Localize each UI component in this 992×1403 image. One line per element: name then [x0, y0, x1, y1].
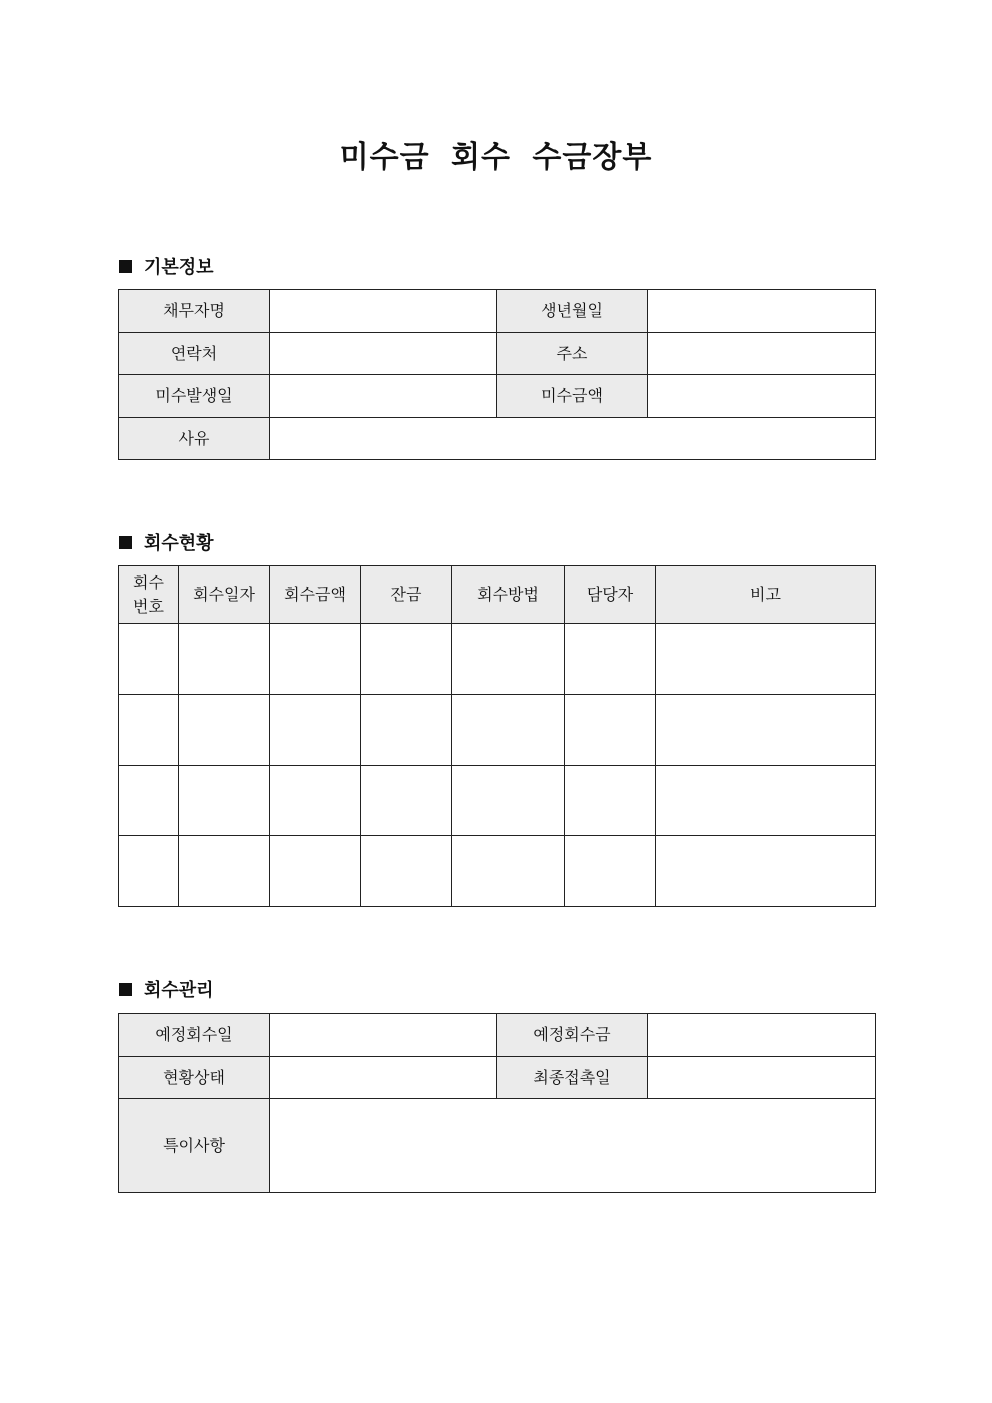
- row-cell[interactable]: [656, 766, 876, 836]
- row-cell[interactable]: [361, 624, 452, 695]
- section-management-heading: [119, 976, 214, 1002]
- address-field[interactable]: [648, 333, 876, 375]
- collection-management-table: [118, 1013, 876, 1193]
- last-contact-label: 최종접촉일: [497, 1057, 648, 1099]
- row-cell[interactable]: [452, 836, 565, 907]
- col-note-header: 비고: [656, 566, 876, 624]
- remarks-field[interactable]: [270, 1099, 876, 1193]
- col-number-header: [119, 566, 179, 624]
- row-cell[interactable]: [452, 695, 565, 766]
- unpaid-date-label: 미수발생일: [119, 375, 270, 418]
- row-cell[interactable]: [452, 766, 565, 836]
- row-cell[interactable]: [656, 624, 876, 695]
- contact-field[interactable]: [270, 333, 497, 375]
- remarks-label: 특이사항: [119, 1099, 270, 1193]
- row-cell[interactable]: [270, 695, 361, 766]
- row-cell[interactable]: [119, 836, 179, 907]
- col-manager-header: 담당자: [565, 566, 656, 624]
- row-cell[interactable]: [361, 836, 452, 907]
- table-row: [119, 836, 876, 907]
- row-cell[interactable]: [119, 766, 179, 836]
- current-status-label: 현황상태: [119, 1057, 270, 1099]
- unpaid-amount-field[interactable]: [648, 375, 876, 418]
- section-basic-title: 기본정보: [144, 257, 214, 278]
- row-cell[interactable]: [179, 695, 270, 766]
- unpaid-amount-label: 미수금액: [497, 375, 648, 418]
- section-management-title: 회수관리: [144, 980, 214, 1001]
- table-row: [119, 695, 876, 766]
- row-cell[interactable]: [452, 624, 565, 695]
- planned-date-label: 예정회수일: [119, 1014, 270, 1057]
- current-status-field[interactable]: [270, 1057, 497, 1099]
- planned-amount-field[interactable]: [648, 1014, 876, 1057]
- row-cell[interactable]: [270, 766, 361, 836]
- debtor-name-field[interactable]: [270, 290, 497, 333]
- col-method-header: 회수방법: [452, 566, 565, 624]
- section-status-title: 회수현황: [144, 533, 214, 554]
- row-cell[interactable]: [565, 624, 656, 695]
- row-cell[interactable]: [270, 624, 361, 695]
- row-cell[interactable]: [565, 836, 656, 907]
- section-status-heading: [119, 529, 214, 555]
- debtor-name-label: 채무자명: [119, 290, 270, 333]
- col-number-line1: 회수: [133, 572, 164, 592]
- last-contact-field[interactable]: [648, 1057, 876, 1099]
- planned-amount-label: 예정회수금: [497, 1014, 648, 1057]
- contact-label: 연락처: [119, 333, 270, 375]
- document-title: 미수금 회수 수금장부: [339, 140, 653, 175]
- collection-status-table: [118, 565, 876, 907]
- row-cell[interactable]: [179, 624, 270, 695]
- row-cell[interactable]: [119, 695, 179, 766]
- row-cell[interactable]: [656, 836, 876, 907]
- table-row: [119, 624, 876, 695]
- row-cell[interactable]: [179, 766, 270, 836]
- unpaid-date-field[interactable]: [270, 375, 497, 418]
- col-amount-header: 회수금액: [270, 566, 361, 624]
- row-cell[interactable]: [656, 695, 876, 766]
- col-number-line2: 번호: [133, 596, 164, 616]
- birth-date-field[interactable]: [648, 290, 876, 333]
- basic-info-table: [118, 289, 876, 460]
- row-cell[interactable]: [270, 836, 361, 907]
- row-cell[interactable]: [361, 695, 452, 766]
- row-cell[interactable]: [565, 766, 656, 836]
- reason-field[interactable]: [270, 418, 876, 460]
- square-bullet-icon: [119, 536, 132, 549]
- reason-label: 사유: [119, 418, 270, 460]
- table-row: [119, 766, 876, 836]
- birth-date-label: 생년월일: [497, 290, 648, 333]
- square-bullet-icon: [119, 260, 132, 273]
- address-label: 주소: [497, 333, 648, 375]
- col-date-header: 회수일자: [179, 566, 270, 624]
- row-cell[interactable]: [179, 836, 270, 907]
- row-cell[interactable]: [361, 766, 452, 836]
- section-basic-heading: [119, 253, 214, 279]
- row-cell[interactable]: [119, 624, 179, 695]
- square-bullet-icon: [119, 983, 132, 996]
- row-cell[interactable]: [565, 695, 656, 766]
- planned-date-field[interactable]: [270, 1014, 497, 1057]
- col-balance-header: 잔금: [361, 566, 452, 624]
